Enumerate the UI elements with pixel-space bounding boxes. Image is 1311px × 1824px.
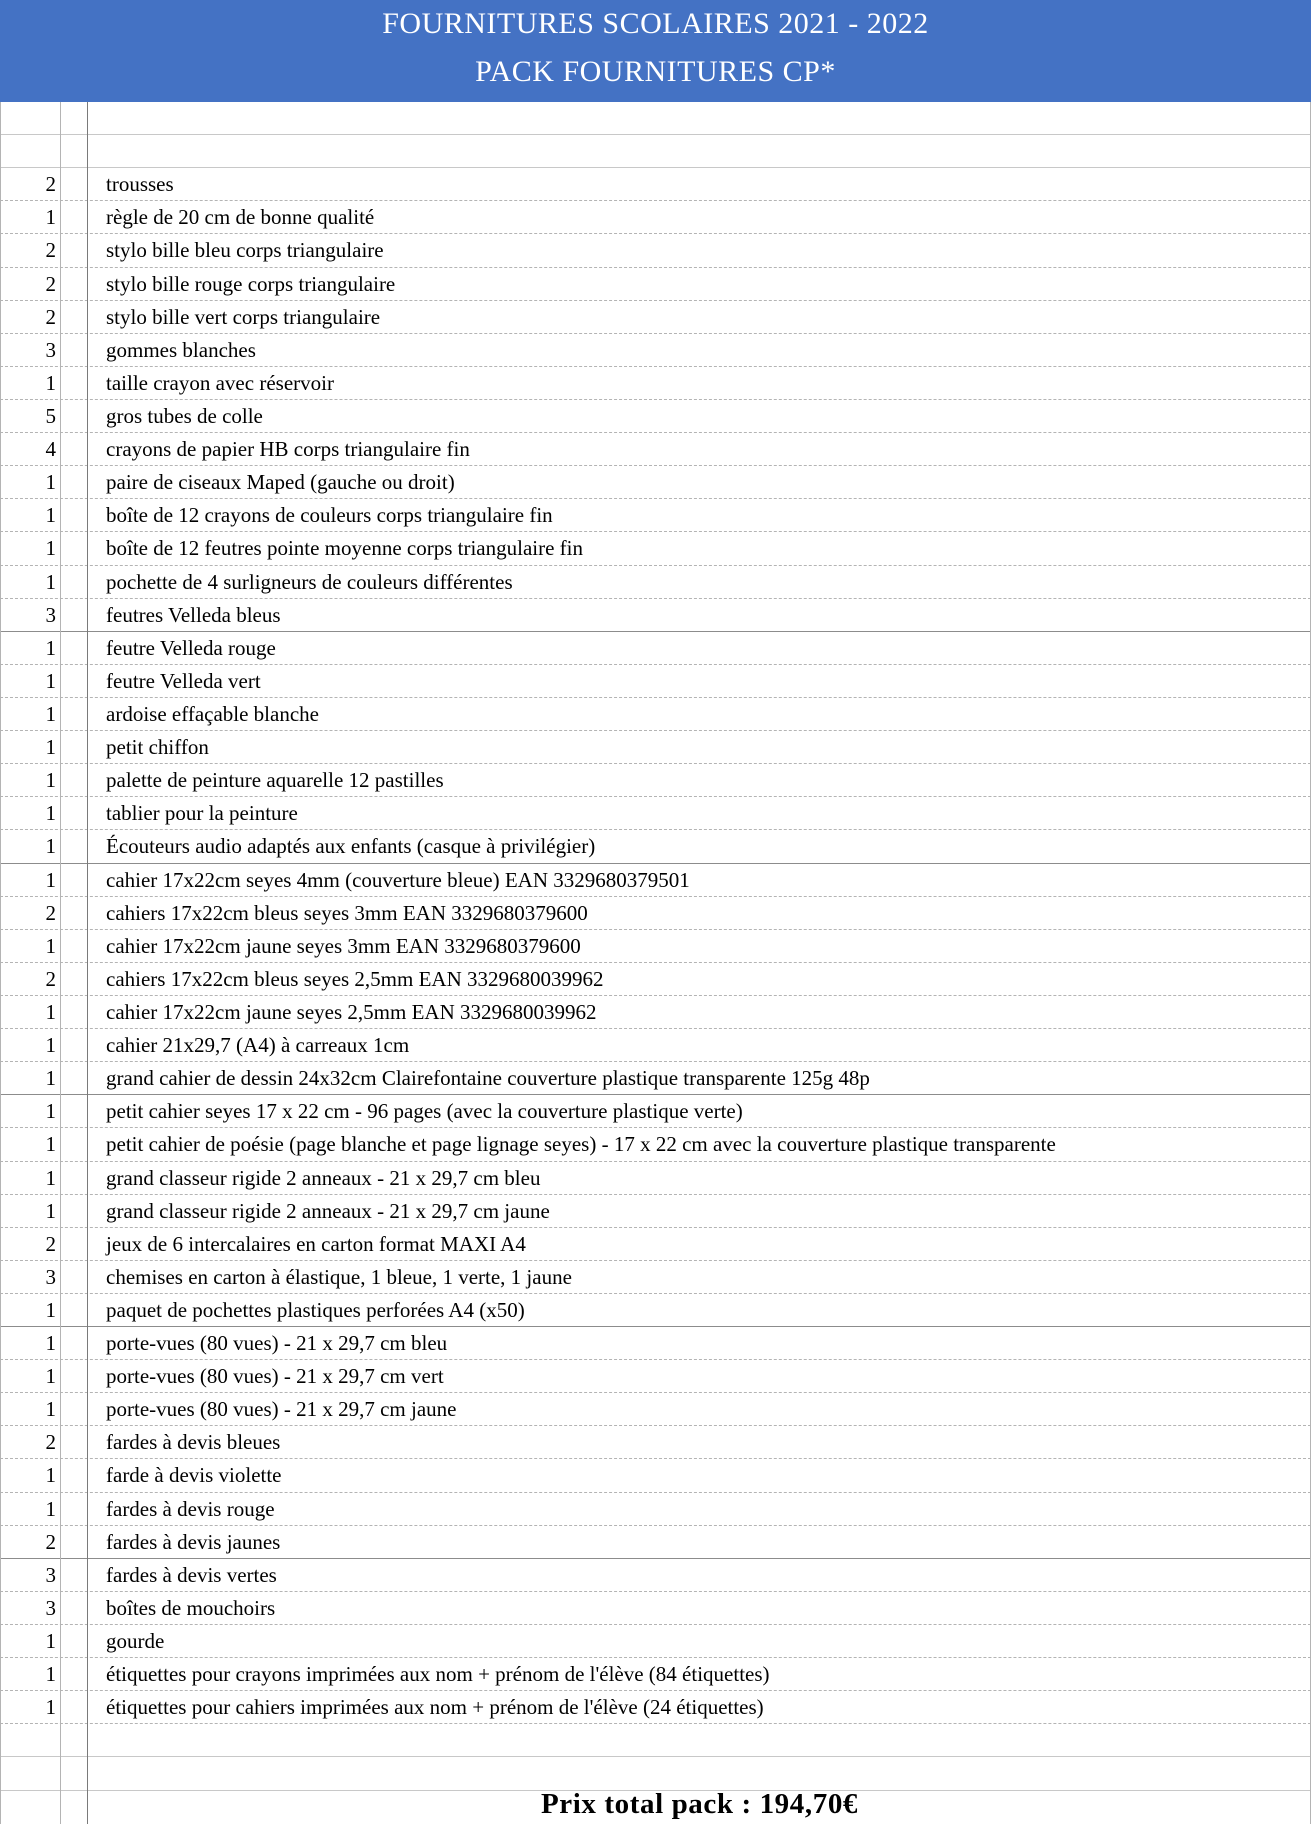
table-row (0, 797, 1311, 830)
table-row (0, 1625, 1311, 1658)
table-row (0, 1195, 1311, 1228)
table-row (0, 234, 1311, 267)
table-row (0, 1592, 1311, 1625)
item-description: étiquettes pour cahiers imprimées aux nom + prénom de l'élève (24 étiquettes) (106, 1695, 764, 1720)
item-quantity: 1 (45, 867, 56, 892)
item-description: cahier 21x29,7 (A4) à carreaux 1cm (106, 1033, 410, 1058)
table-row (0, 168, 1311, 201)
item-description: ardoise effaçable blanche (106, 701, 319, 726)
table-row (0, 367, 1311, 400)
item-description: palette de peinture aquarelle 12 pastilles (106, 768, 444, 793)
item-description: grand cahier de dessin 24x32cm Clairefontaine couverture plastique transparente 125g 48p (106, 1066, 870, 1091)
item-quantity: 1 (45, 1297, 56, 1322)
item-quantity: 1 (45, 668, 56, 693)
item-description: boîte de 12 feutres pointe moyenne corps triangulaire fin (106, 536, 584, 561)
table-row (0, 1228, 1311, 1261)
item-description: cahiers 17x22cm bleus seyes 2,5mm EAN 3329680039962 (106, 966, 604, 991)
table-row (0, 1294, 1311, 1327)
item-description: grand classeur rigide 2 anneaux - 21 x 29,7 cm jaune (106, 1198, 550, 1223)
item-quantity: 3 (45, 602, 56, 627)
item-quantity: 2 (45, 1529, 56, 1554)
table-row (0, 864, 1311, 897)
table-row (0, 1062, 1311, 1095)
item-description: porte-vues (80 vues) - 21 x 29,7 cm jaune (106, 1397, 457, 1422)
table-row (0, 1261, 1311, 1294)
table-row (0, 566, 1311, 599)
item-description: cahier 17x22cm jaune seyes 3mm EAN 3329680379600 (106, 933, 581, 958)
table-row (0, 1459, 1311, 1492)
column-divider (60, 102, 61, 1824)
table-row (0, 1327, 1311, 1360)
table-row (0, 764, 1311, 797)
item-quantity: 4 (45, 437, 56, 462)
item-description: farde à devis violette (106, 1463, 282, 1488)
table-row (0, 632, 1311, 665)
item-quantity: 1 (45, 1132, 56, 1157)
item-quantity: 2 (45, 238, 56, 263)
item-quantity: 1 (45, 1695, 56, 1720)
item-description: porte-vues (80 vues) - 21 x 29,7 cm bleu (106, 1331, 448, 1356)
table-row (0, 698, 1311, 731)
item-quantity: 1 (45, 569, 56, 594)
item-description: Écouteurs audio adaptés aux enfants (casque à privilégier) (106, 834, 596, 859)
item-description: feutres Velleda bleus (106, 602, 281, 627)
item-quantity: 2 (45, 271, 56, 296)
item-description: paquet de pochettes plastiques perforées A4 (x50) (106, 1297, 525, 1322)
table-row (0, 433, 1311, 466)
item-quantity: 2 (45, 966, 56, 991)
item-quantity: 2 (45, 900, 56, 925)
table-row (0, 963, 1311, 996)
item-quantity: 1 (45, 470, 56, 495)
item-description: feutre Velleda rouge (106, 635, 276, 660)
item-description: pochette de 4 surligneurs de couleurs différentes (106, 569, 513, 594)
item-description: jeux de 6 intercalaires en carton format MAXI A4 (106, 1231, 526, 1256)
table-row (0, 599, 1311, 632)
item-description: règle de 20 cm de bonne qualité (106, 205, 375, 230)
item-quantity: 3 (45, 1264, 56, 1289)
header-banner (0, 0, 1311, 102)
empty-row (0, 1724, 1311, 1757)
table-row (0, 930, 1311, 963)
item-description: petit cahier seyes 17 x 22 cm - 96 pages (avec la couverture plastique verte) (106, 1099, 743, 1124)
item-quantity: 1 (45, 1397, 56, 1422)
table-row (0, 1393, 1311, 1426)
item-description: fardes à devis vertes (106, 1562, 277, 1587)
table-row (0, 201, 1311, 234)
item-quantity: 1 (45, 1033, 56, 1058)
item-description: cahier 17x22cm jaune seyes 2,5mm EAN 3329680039962 (106, 999, 597, 1024)
table-row (0, 268, 1311, 301)
item-quantity: 1 (45, 933, 56, 958)
table-row (0, 532, 1311, 565)
item-description: chemises en carton à élastique, 1 bleue, 1 verte, 1 jaune (106, 1264, 572, 1289)
item-description: gommes blanches (106, 337, 256, 362)
item-description: fardes à devis jaunes (106, 1529, 281, 1554)
item-quantity: 1 (45, 1198, 56, 1223)
item-description: boîte de 12 crayons de couleurs corps triangulaire fin (106, 503, 553, 528)
item-quantity: 1 (45, 1331, 56, 1356)
item-quantity: 2 (45, 172, 56, 197)
item-quantity: 1 (45, 370, 56, 395)
table-row (0, 1658, 1311, 1691)
item-quantity: 1 (45, 1099, 56, 1124)
item-description: tablier pour la peinture (106, 801, 298, 826)
item-description: gourde (106, 1629, 165, 1654)
table-row (0, 334, 1311, 367)
column-divider (87, 102, 88, 1824)
total-price: Prix total pack : 194,70€ (540, 1788, 859, 1820)
page-subtitle: PACK FOURNITURES CP* (475, 55, 836, 88)
item-quantity: 1 (45, 1066, 56, 1091)
item-quantity: 1 (45, 635, 56, 660)
table-row (0, 996, 1311, 1029)
table-row (0, 830, 1311, 863)
table-row (0, 1360, 1311, 1393)
item-quantity: 1 (45, 536, 56, 561)
item-description: paire de ciseaux Maped (gauche ou droit) (106, 470, 455, 495)
item-quantity: 2 (45, 304, 56, 329)
table-row (0, 1493, 1311, 1526)
item-description: grand classeur rigide 2 anneaux - 21 x 29,7 cm bleu (106, 1165, 541, 1190)
table-row (0, 1426, 1311, 1459)
supply-table (0, 102, 1311, 1791)
item-description: gros tubes de colle (106, 403, 263, 428)
item-quantity: 1 (45, 834, 56, 859)
table-row (0, 897, 1311, 930)
item-description: fardes à devis bleues (106, 1430, 281, 1455)
item-quantity: 1 (45, 768, 56, 793)
empty-row (0, 102, 1311, 135)
table-row (0, 301, 1311, 334)
item-description: fardes à devis rouge (106, 1496, 275, 1521)
item-quantity: 1 (45, 205, 56, 230)
table-row (0, 1029, 1311, 1062)
item-description: trousses (106, 172, 174, 197)
empty-row (0, 135, 1311, 168)
item-description: petit cahier de poésie (page blanche et page lignage seyes) - 17 x 22 cm avec la couverture plastique transparente (106, 1132, 1056, 1157)
item-description: taille crayon avec réservoir (106, 370, 334, 395)
item-quantity: 3 (45, 1562, 56, 1587)
table-row (0, 499, 1311, 532)
table-row (0, 400, 1311, 433)
item-quantity: 1 (45, 801, 56, 826)
item-quantity: 3 (45, 337, 56, 362)
item-description: cahiers 17x22cm bleus seyes 3mm EAN 3329680379600 (106, 900, 588, 925)
item-description: stylo bille vert corps triangulaire (106, 304, 381, 329)
item-description: petit chiffon (106, 735, 209, 760)
table-row (0, 466, 1311, 499)
item-description: feutre Velleda vert (106, 668, 261, 693)
table-row (0, 731, 1311, 764)
page-title: FOURNITURES SCOLAIRES 2021 - 2022 (382, 7, 929, 40)
item-quantity: 1 (45, 1463, 56, 1488)
item-quantity: 1 (45, 1629, 56, 1654)
item-quantity: 2 (45, 1231, 56, 1256)
item-description: stylo bille bleu corps triangulaire (106, 238, 384, 263)
table-row (0, 1095, 1311, 1128)
item-quantity: 1 (45, 1662, 56, 1687)
item-description: stylo bille rouge corps triangulaire (106, 271, 396, 296)
table-row (0, 1526, 1311, 1559)
item-quantity: 2 (45, 1430, 56, 1455)
item-quantity: 3 (45, 1595, 56, 1620)
table-row (0, 1128, 1311, 1161)
item-quantity: 1 (45, 503, 56, 528)
item-description: boîtes de mouchoirs (106, 1595, 276, 1620)
item-description: étiquettes pour crayons imprimées aux nom + prénom de l'élève (84 étiquettes) (106, 1662, 770, 1687)
item-quantity: 1 (45, 999, 56, 1024)
table-row (0, 665, 1311, 698)
item-description: cahier 17x22cm seyes 4mm (couverture bleue) EAN 3329680379501 (106, 867, 690, 892)
item-description: crayons de papier HB corps triangulaire fin (106, 437, 470, 462)
item-quantity: 1 (45, 701, 56, 726)
item-quantity: 1 (45, 735, 56, 760)
table-row (0, 1691, 1311, 1724)
item-description: porte-vues (80 vues) - 21 x 29,7 cm vert (106, 1364, 444, 1389)
item-quantity: 5 (45, 403, 56, 428)
item-quantity: 1 (45, 1364, 56, 1389)
item-quantity: 1 (45, 1165, 56, 1190)
table-row (0, 1162, 1311, 1195)
table-row (0, 1559, 1311, 1592)
item-quantity: 1 (45, 1496, 56, 1521)
